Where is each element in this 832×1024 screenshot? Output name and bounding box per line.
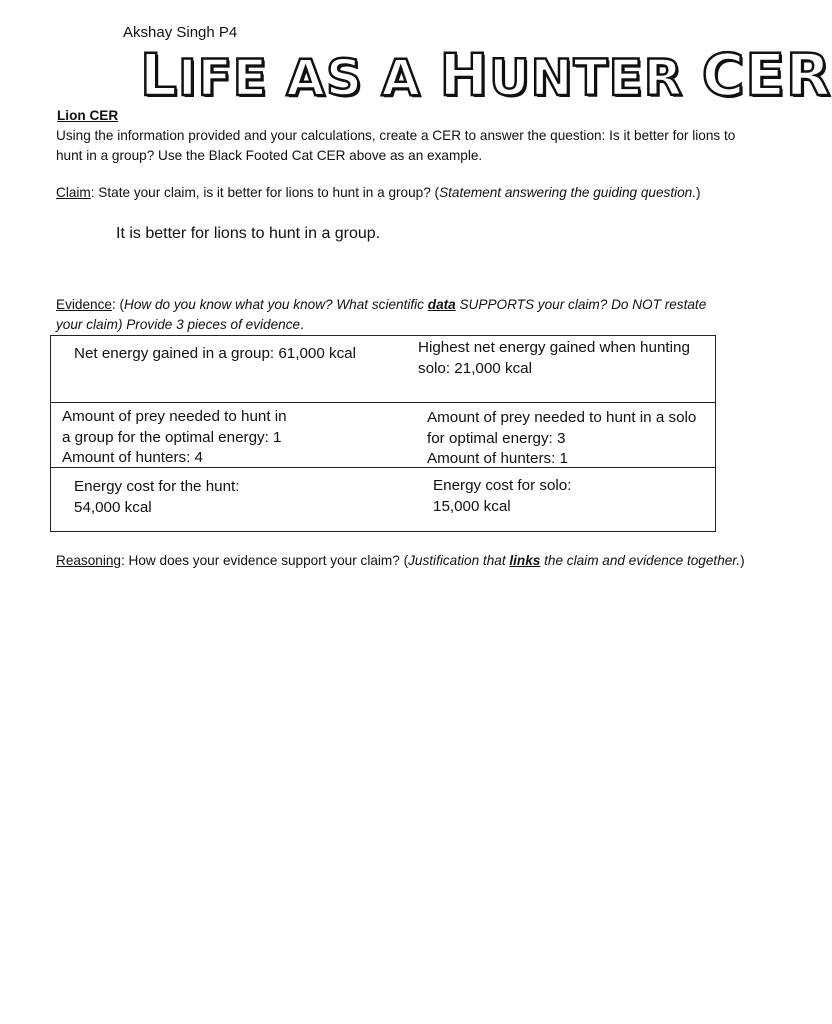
evidence-cell-line: Energy cost for solo: xyxy=(433,477,572,494)
evidence-hint-bold: data xyxy=(427,297,456,312)
table-divider xyxy=(51,402,715,403)
title-cer: CER xyxy=(701,41,832,109)
evidence-cell-line: Amount of hunters: 4 xyxy=(62,449,203,466)
evidence-cell-line: Amount of prey needed to hunt in a solo xyxy=(427,409,697,426)
evidence-cell[interactable] xyxy=(433,476,713,517)
evidence-cell-line: for optimal energy: 3 xyxy=(427,429,566,447)
title-text-2: UNTER xyxy=(489,49,702,107)
worksheet-title xyxy=(140,41,832,109)
evidence-cell-line: a group for the optimal energy: 1 xyxy=(62,428,282,446)
evidence-label: Evidence xyxy=(56,297,112,312)
evidence-cell[interactable] xyxy=(427,408,717,470)
student-name: Akshay Singh P4 xyxy=(123,24,238,41)
evidence-open: : ( xyxy=(111,297,125,312)
claim-prompt-text: : State your claim, is it better for lions to hunt in a group? ( xyxy=(90,185,440,200)
section-heading: Lion CER xyxy=(57,108,119,123)
claim-prompt xyxy=(56,183,756,203)
evidence-cell[interactable]: Net energy gained in a group: 61,000 kcal xyxy=(74,345,357,362)
reasoning-prompt xyxy=(56,551,746,571)
instructions-text: Using the information provided and your calculations, create a CER to answer the question: Is it better for lions to hunt in a group? Use the Black Footed Cat CER above as an example. xyxy=(56,128,736,163)
evidence-cell-line: 54,000 kcal xyxy=(74,498,152,516)
reasoning-hint-2: the claim and evidence together. xyxy=(540,553,741,568)
claim-hint: Statement answering the guiding question. xyxy=(439,185,697,200)
reasoning-close: ) xyxy=(740,553,745,568)
reasoning-hint-bold: links xyxy=(509,553,541,568)
title-text-1: IFE AS A xyxy=(177,49,440,107)
reasoning-hint-1: Justification that xyxy=(408,553,510,568)
evidence-cell-line: Amount of prey needed to hunt in xyxy=(62,408,287,425)
claim-answer[interactable]: It is better for lions to hunt in a group. xyxy=(116,225,381,242)
claim-label: Claim xyxy=(56,185,91,200)
evidence-hint-2: SUPPORTS your claim? Do NOT restate your claim) Provide 3 pieces of evidence xyxy=(56,297,707,332)
evidence-hint-1: How do you know what you know? What scientific xyxy=(124,297,428,312)
evidence-cell-line: Energy cost for the hunt: xyxy=(74,478,240,495)
title-initial-l: L xyxy=(140,41,178,109)
evidence-table xyxy=(50,335,716,532)
evidence-period: . xyxy=(300,317,304,332)
reasoning-label: Reasoning xyxy=(56,553,121,568)
evidence-cell-line: Amount of hunters: 1 xyxy=(427,450,568,467)
evidence-cell[interactable] xyxy=(74,477,374,518)
evidence-cell[interactable] xyxy=(62,407,402,469)
claim-close: ) xyxy=(696,185,701,200)
title-initial-h: H xyxy=(439,41,490,109)
evidence-cell-line: 15,000 kcal xyxy=(433,497,511,515)
evidence-prompt xyxy=(56,295,736,335)
reasoning-prompt-text: : How does your evidence support your claim? ( xyxy=(121,553,409,568)
evidence-cell[interactable]: Highest net energy gained when hunting solo: 21,000 kcal xyxy=(418,339,690,377)
